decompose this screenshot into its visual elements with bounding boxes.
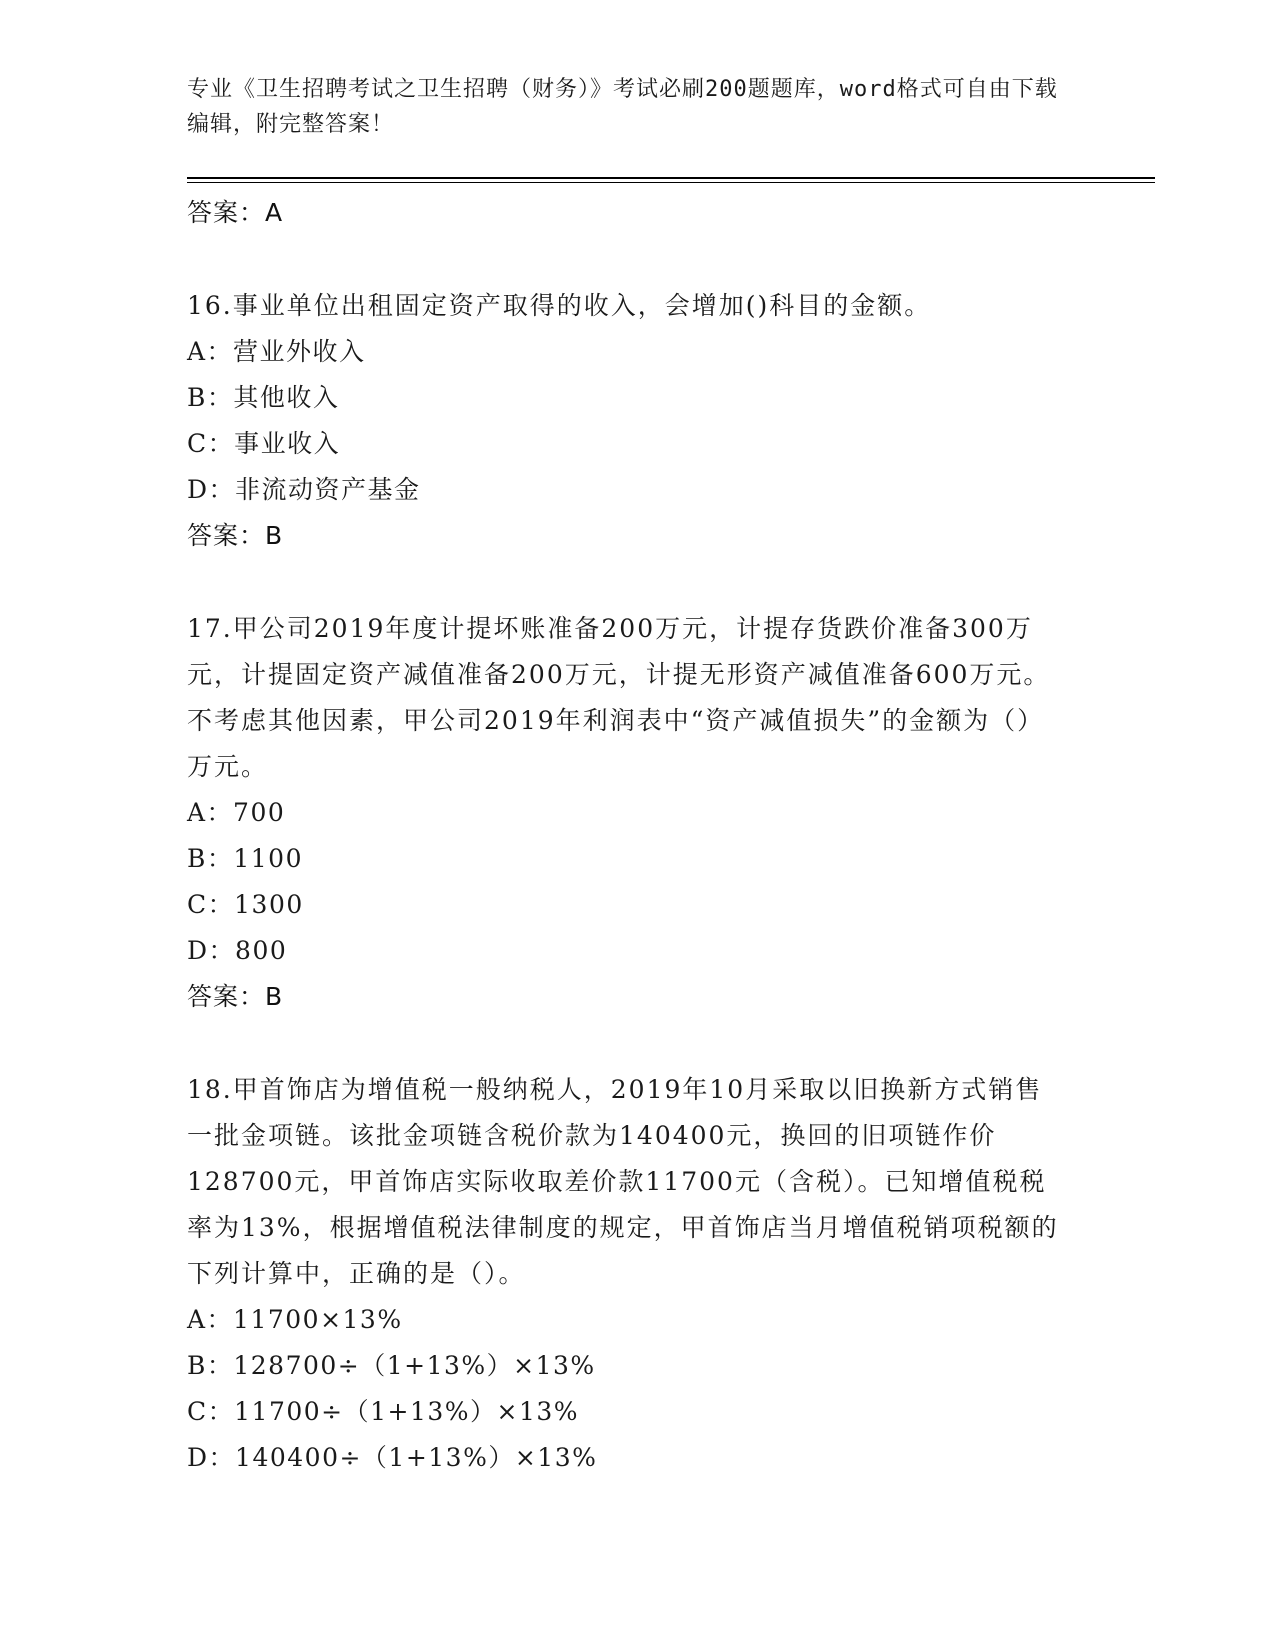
option-d: D：800 <box>187 936 288 965</box>
answer-label: 答案：B <box>187 982 284 1011</box>
option-a: A：11700×13% <box>187 1305 403 1334</box>
option-c: C：事业收入 <box>187 429 341 458</box>
question-text: 16.事业单位出租固定资产取得的收入，会增加()科目的金额。 <box>187 291 932 320</box>
header-divider-thick <box>187 177 1155 179</box>
question-list <box>187 190 1067 1481</box>
option-c: C：1300 <box>187 890 304 919</box>
question-text: 17.甲公司2019年度计提坏账准备200万元，计提存货跌价准备300万元，计提固定资产减值准备200万元，计提无形资产减值准备600万元。不考虑其他因素，甲公司2019年利润表中“资产减值损失”的金额为（）万元。 <box>187 614 1051 781</box>
option-d: D：140400÷（1+13%）×13% <box>187 1443 598 1472</box>
option-a: A：营业外收入 <box>187 337 366 366</box>
option-b: B：其他收入 <box>187 383 340 412</box>
option-b: B：128700÷（1+13%）×13% <box>187 1351 596 1380</box>
option-c: C：11700÷（1+13%）×13% <box>187 1397 580 1426</box>
document-header: 专业《卫生招聘考试之卫生招聘（财务）》考试必刷200题题库，word格式可自由下载编辑，附完整答案！ <box>187 77 1058 137</box>
option-a: A：700 <box>187 798 286 827</box>
question-17 <box>187 606 1067 1020</box>
answer-label: 答案：B <box>187 521 284 550</box>
option-d: D：非流动资产基金 <box>187 475 421 504</box>
header-divider-thin <box>187 182 1155 183</box>
answer-label: 答案：A <box>187 198 284 227</box>
question-16 <box>187 283 1067 559</box>
question-text: 18.甲首饰店为增值税一般纳税人，2019年10月采取以旧换新方式销售一批金项链。该批金项链含税价款为140400元，换回的旧项链作价128700元，甲首饰店实际收取差价款11700元（含税）。已知增值税税率为13%，根据增值税法律制度的规定，甲首饰店当月增值税销项税额的下列计算中，正确的是（）。 <box>187 1075 1059 1288</box>
option-b: B：1100 <box>187 844 303 873</box>
question-18 <box>187 1067 1067 1481</box>
